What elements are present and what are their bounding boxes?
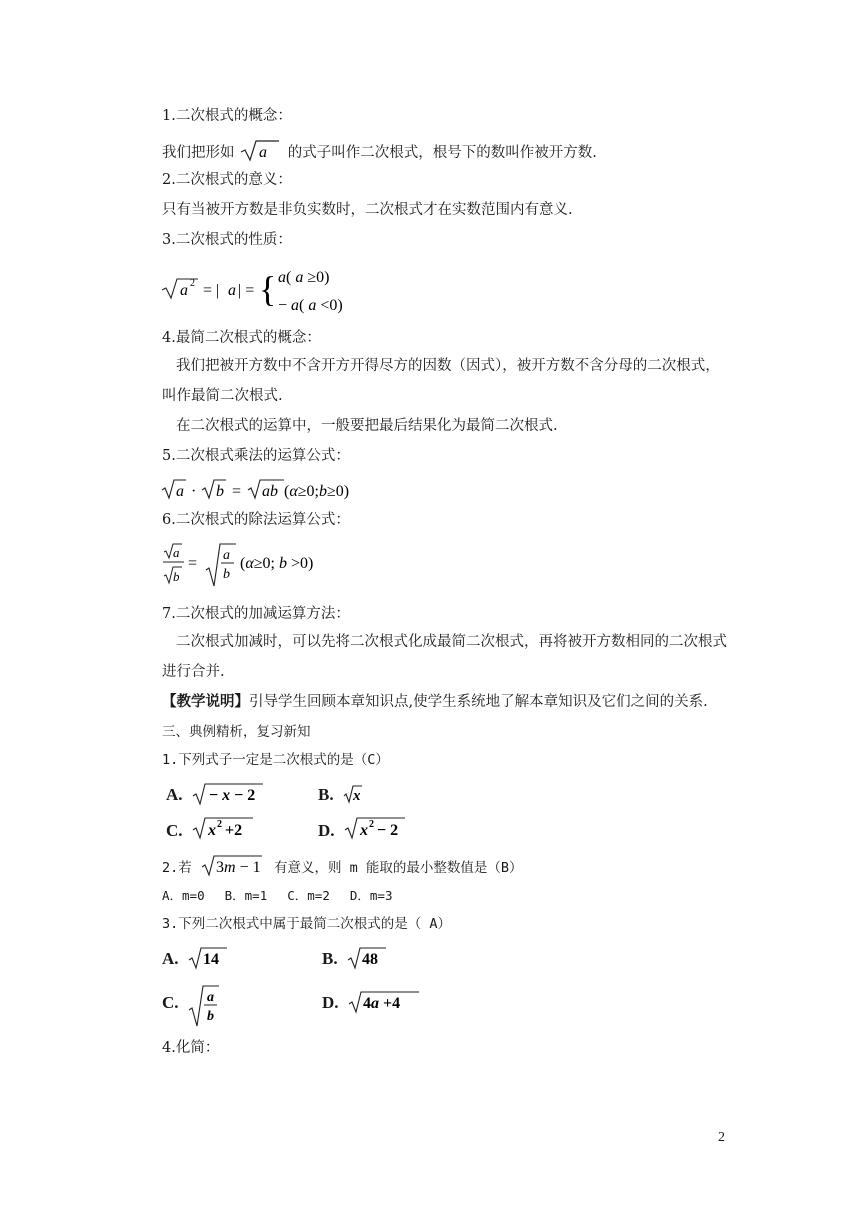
q1-option-d-formula <box>339 816 409 842</box>
heading-multiplication: 5.二次根式乘法的运算公式： <box>162 448 350 464</box>
q3-option-a-formula <box>183 946 233 970</box>
addition-text-line2: 进行合并. <box>162 664 225 680</box>
addition-text-line1: 二次根式加减时，可以先将二次根式化成最简二次根式，再将被开方数相同的二次根式 <box>176 634 727 650</box>
question-1-stem: 1.下列式子一定是二次根式的是（C） <box>162 752 389 768</box>
sqrt-a-formula <box>239 140 283 162</box>
q1-option-b-formula <box>338 782 368 806</box>
question-2-options: A．m=0 B．m=1 C．m=2 D．m=3 <box>162 888 393 903</box>
q1-option-d <box>318 816 409 842</box>
svg-text:2: 2 <box>368 819 374 830</box>
question-3-stem: 3.下列二次根式中属于最简二次根式的是（ A） <box>162 916 452 932</box>
simplest-text-line1: 我们把被开方数中不含开方开得尽方的因数（因式），被开方数不含分母的二次根式， <box>176 358 720 374</box>
q1-option-a-label: A. <box>166 785 183 804</box>
division-formula <box>160 540 400 590</box>
heading-addition: 7.二次根式的加减运算方法： <box>162 606 350 622</box>
q1-option-c-label: C. <box>166 821 183 840</box>
q2-stem-b: 有意义，则 m 能取的最小整数值是（B） <box>274 860 523 876</box>
svg-text:3m − 1: 3m − 1 <box>215 859 261 876</box>
svg-text:+2: +2 <box>224 822 242 839</box>
q3-option-a-label: A. <box>162 949 179 968</box>
svg-text:− x − 2: − x − 2 <box>208 787 256 804</box>
teaching-note-text: 引导学生回顾本章知识点,使学生系统地了解本章知识及它们之间的关系. <box>249 694 708 710</box>
q3-option-b-formula <box>342 946 392 970</box>
teaching-note-label: 【教学说明】 <box>162 693 249 710</box>
q3-option-c-label: C. <box>162 993 179 1012</box>
heading-property: 3.二次根式的性质： <box>162 232 292 248</box>
q1-option-a <box>166 782 267 806</box>
heading-simplest: 4.最简二次根式的概念： <box>162 330 321 346</box>
q1-option-d-label: D. <box>318 821 335 840</box>
svg-text:x: x <box>207 822 216 839</box>
svg-text:a: a <box>223 548 230 563</box>
q3-option-d-formula <box>343 990 423 1014</box>
section-examples-title: 三、典例精析，复习新知 <box>162 724 311 740</box>
q1-option-b <box>318 782 368 806</box>
svg-text:(α≥0; b >0): (α≥0; b >0) <box>240 555 314 572</box>
svg-text:4a +4: 4a +4 <box>362 995 400 1012</box>
heading-meaning: 2.二次根式的意义： <box>162 172 292 188</box>
svg-text:2: 2 <box>216 819 222 830</box>
q3-option-c-formula <box>183 984 223 1028</box>
heading-division: 6.二次根式的除法运算公式： <box>162 512 350 528</box>
q2-stem-a: 2.若 <box>162 860 192 876</box>
property-formula <box>160 262 380 318</box>
concept-text-a: 我们把形如 <box>162 145 235 161</box>
svg-text:a: a <box>228 282 236 299</box>
svg-text:a: a <box>176 483 184 500</box>
heading-concept: 1.二次根式的概念： <box>162 108 292 124</box>
svg-text:a( a ≥0): a( a ≥0) <box>278 269 330 286</box>
svg-text:b: b <box>173 569 180 584</box>
q2-formula <box>200 854 266 878</box>
svg-text:2: 2 <box>190 278 195 289</box>
svg-text:− a( a <0): − a( a <0) <box>278 297 343 314</box>
svg-text:a: a <box>206 990 214 1005</box>
q3-option-d-label: D. <box>322 993 339 1012</box>
svg-text:=: = <box>232 483 242 500</box>
svg-text:b: b <box>216 483 224 500</box>
svg-text:=: = <box>188 555 198 572</box>
q1-option-c <box>166 816 257 842</box>
svg-text:| =: | = <box>238 282 255 299</box>
q3-option-a <box>162 946 233 970</box>
q1-option-b-label: B. <box>318 785 334 804</box>
svg-text:a: a <box>180 282 188 299</box>
q3-option-d <box>322 990 423 1014</box>
svg-text:{: { <box>259 269 277 309</box>
simplest-text2: 在二次根式的运算中，一般要把最后结果化为最简二次根式. <box>176 418 558 434</box>
svg-text:ab: ab <box>262 483 278 500</box>
teaching-note <box>162 692 708 712</box>
svg-text:b: b <box>223 567 230 582</box>
svg-text:·: · <box>191 483 197 500</box>
q1-option-a-formula <box>187 782 267 806</box>
concept-text-b: 的式子叫作二次根式，根号下的数叫作被开方数. <box>287 145 597 161</box>
q3-option-c <box>162 984 223 1028</box>
svg-text:(α≥0;b≥0): (α≥0;b≥0) <box>284 483 350 500</box>
svg-text:14: 14 <box>202 951 219 968</box>
meaning-text: 只有当被开方数是非负实数时，二次根式才在实数范围内有意义. <box>162 202 573 218</box>
svg-text:x: x <box>359 822 368 839</box>
svg-text:b: b <box>206 1009 214 1024</box>
q3-option-b <box>322 946 392 970</box>
multiplication-formula <box>160 476 390 504</box>
q3-option-b-label: B. <box>322 949 338 968</box>
svg-text:= |: = | <box>203 282 220 299</box>
question-4-stem: 4.化简： <box>162 1040 220 1056</box>
page-number: 2 <box>718 1130 725 1145</box>
question-2-stem <box>162 854 523 878</box>
simplest-text-line2: 叫作最简二次根式. <box>162 388 283 404</box>
q1-option-c-formula <box>187 816 257 842</box>
svg-text:x: x <box>352 788 361 804</box>
svg-text:a: a <box>259 144 268 161</box>
svg-text:− 2: − 2 <box>376 822 398 839</box>
concept-text <box>162 140 597 163</box>
svg-text:48: 48 <box>361 951 378 968</box>
svg-text:a: a <box>173 545 180 560</box>
